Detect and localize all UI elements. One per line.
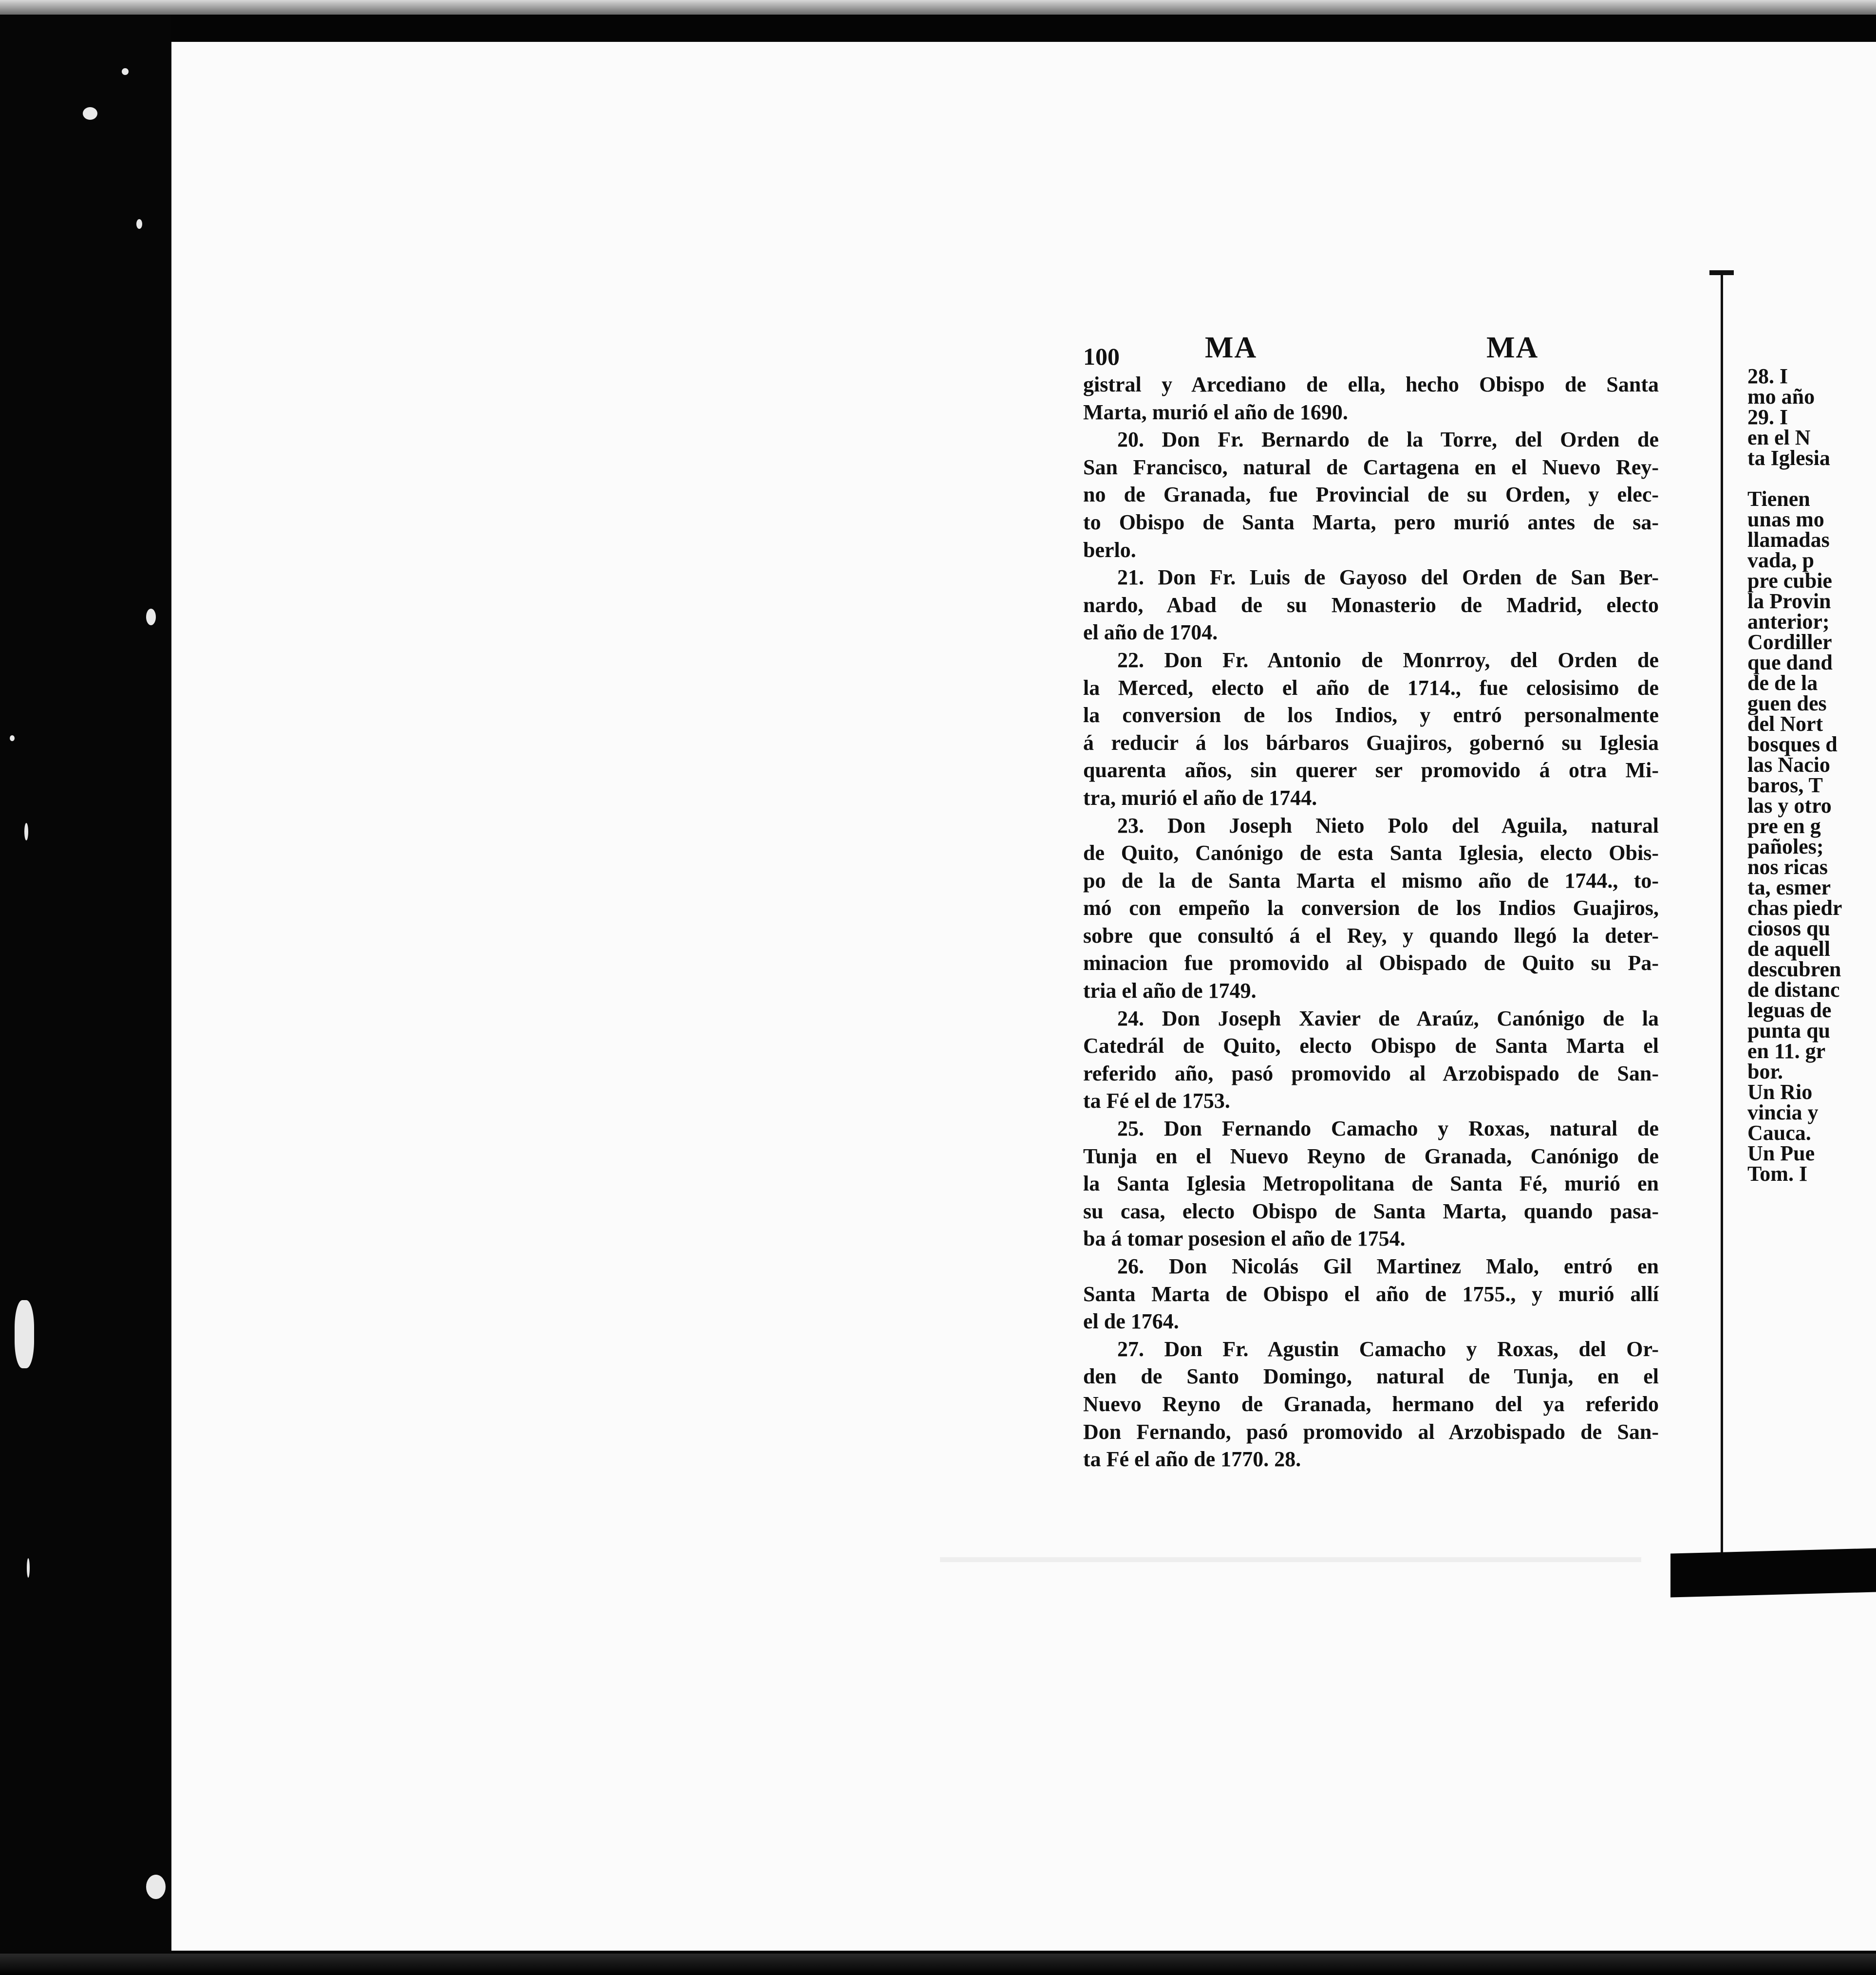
text-line: que dand — [1747, 651, 1833, 674]
text-line: de distanc — [1747, 978, 1840, 1002]
scan-speck — [27, 1558, 30, 1578]
text-line: chas piedr — [1747, 896, 1842, 920]
text-line: de aquell — [1747, 937, 1830, 961]
text-line: del Nort — [1747, 712, 1823, 736]
gutter-rule — [1721, 273, 1723, 1553]
text-line: Un Rio — [1747, 1080, 1813, 1104]
text-line: de de la — [1747, 671, 1818, 695]
text-line: 23. Don Joseph Nieto Polo del Aguila, natural — [1117, 813, 1659, 838]
text-line — [1747, 468, 1876, 489]
text-line: 24. Don Joseph Xavier de Araúz, Canónigo de la — [1117, 1006, 1659, 1030]
text-line: 21. Don Fr. Luis de Gayoso del Orden de San Ber- — [1117, 565, 1659, 590]
text-line: pañoles; — [1747, 835, 1824, 858]
text-line: ta Fé el de 1753. — [1083, 1089, 1230, 1113]
scan-speck — [10, 735, 15, 741]
binding-shadow — [1670, 1548, 1876, 1597]
text-line: su casa, electo Obispo de Santa Marta, quando pasa- — [1083, 1199, 1659, 1223]
text-line: sobre que consultó á el Rey, y quando llegó la deter- — [1083, 923, 1659, 948]
text-line: nardo, Abad de su Monasterio de Madrid, electo — [1083, 593, 1659, 617]
text-line: anterior; — [1747, 610, 1830, 633]
text-line: la conversion de los Indios, y entró personalmente — [1083, 703, 1659, 727]
text-line: bor. — [1747, 1060, 1783, 1083]
text-line: mo año — [1747, 385, 1815, 409]
left-page-text — [1083, 331, 1659, 1473]
scan-speck — [122, 68, 129, 75]
text-line: bosques d — [1747, 732, 1838, 756]
scan-speck — [136, 219, 142, 229]
text-line: ba á tomar posesion el año de 1754. — [1083, 1227, 1406, 1251]
page-shadow-edge — [940, 1557, 1641, 1562]
text-line: referido año, pasó promovido al Arzobispado de San- — [1083, 1061, 1659, 1085]
text-line: 28. I — [1747, 366, 1788, 388]
text-line: po de la de Santa Marta el mismo año de 1744., to- — [1083, 868, 1659, 893]
text-lines — [1747, 366, 1876, 1184]
running-head — [1083, 331, 1659, 371]
scan-speck — [24, 823, 28, 840]
text-line: to Obispo de Santa Marta, pero murió antes de sa- — [1083, 510, 1659, 534]
text-line: leguas de — [1747, 998, 1832, 1022]
text-line: Tom. I — [1747, 1162, 1808, 1184]
text-line: Catedrál de Quito, electo Obispo de Santa Marta el — [1083, 1034, 1659, 1058]
text-line: nos ricas — [1747, 855, 1828, 879]
text-line: Tunja en el Nuevo Reyno de Granada, Canónigo de — [1083, 1144, 1659, 1168]
right-page-text-cropped — [1747, 366, 1876, 1184]
text-line: gistral y Arcediano de ella, hecho Obispo de Santa — [1083, 373, 1659, 396]
text-line: 22. Don Fr. Antonio de Monrroy, del Orden de — [1117, 648, 1659, 672]
text-line: las y otro — [1747, 794, 1832, 818]
text-line: pre en g — [1747, 814, 1821, 838]
text-line: vincia y — [1747, 1100, 1819, 1124]
text-line: Don Fernando, pasó promovido al Arzobispado de San- — [1083, 1419, 1659, 1444]
text-line: no de Granada, fue Provincial de su Orden, y elec- — [1083, 483, 1659, 507]
text-line: 27. Don Fr. Agustin Camacho y Roxas, del Or- — [1117, 1337, 1659, 1361]
text-line: Cauca. — [1747, 1121, 1811, 1145]
running-head-right: MA — [1486, 331, 1539, 364]
text-line: llamadas — [1747, 528, 1830, 552]
text-line: ta Fé el año de 1770. 28. — [1083, 1447, 1301, 1472]
text-line: Cordiller — [1747, 630, 1832, 654]
running-head-left: MA — [1205, 331, 1257, 364]
text-line: 20. Don Fr. Bernardo de la Torre, del Orden de — [1117, 428, 1659, 452]
text-line: guen des — [1747, 691, 1827, 715]
text-line: las Nacio — [1747, 753, 1830, 777]
scan-dark-margin — [0, 15, 171, 1953]
text-line: la Santa Iglesia Metropolitana de Santa Fé, murió en — [1083, 1172, 1659, 1196]
text-line: Nuevo Reyno de Granada, hermano del ya referido — [1083, 1392, 1659, 1416]
text-lines — [1083, 371, 1659, 1473]
text-line: tria el año de 1749. — [1083, 979, 1257, 1003]
page-number: 100 — [1083, 343, 1120, 370]
text-line: quarenta años, sin querer ser promovido á otra Mi- — [1083, 758, 1659, 783]
scan-speck — [15, 1300, 34, 1368]
scan-top-edge — [0, 0, 1876, 15]
text-line: 25. Don Fernando Camacho y Roxas, natural de — [1117, 1117, 1659, 1141]
text-line: tra, murió el año de 1744. — [1083, 785, 1317, 810]
text-line: el año de 1704. — [1083, 620, 1218, 645]
text-line: mó con empeño la conversion de los Indios Guajiros, — [1083, 896, 1659, 920]
text-line: descubren — [1747, 957, 1841, 981]
text-line: en 11. gr — [1747, 1039, 1826, 1063]
text-line: el de 1764. — [1083, 1309, 1179, 1334]
text-line: la Provin — [1747, 589, 1831, 613]
text-line: Santa Marta de Obispo el año de 1755., y murió allí — [1083, 1282, 1659, 1306]
text-line: ciosos qu — [1747, 916, 1830, 940]
text-line: Marta, murió el año de 1690. — [1083, 400, 1348, 424]
text-line: 29. I — [1747, 405, 1788, 429]
scan-speck — [146, 609, 156, 625]
text-line: ta Iglesia — [1747, 446, 1830, 470]
text-line: la Merced, electo el año de 1714., fue celosisimo de — [1083, 675, 1659, 700]
text-line: baros, T — [1747, 773, 1823, 797]
text-line: minacion fue promovido al Obispado de Quito su Pa- — [1083, 951, 1659, 975]
text-line: ta, esmer — [1747, 876, 1831, 899]
text-line: unas mo — [1747, 507, 1824, 531]
scan-bottom-edge — [0, 1954, 1876, 1975]
scan-speck — [83, 107, 97, 120]
text-line: berlo. — [1083, 538, 1136, 562]
text-line: vada, p — [1747, 548, 1814, 572]
text-line: á reducir á los bárbaros Guajiros, gobernó su Iglesia — [1083, 730, 1659, 755]
text-line: Un Pue — [1747, 1141, 1815, 1165]
text-line: 26. Don Nicolás Gil Martinez Malo, entró en — [1117, 1254, 1659, 1278]
text-line: de Quito, Canónigo de esta Santa Iglesia, electo Obis- — [1083, 841, 1659, 865]
text-line: den de Santo Domingo, natural de Tunja, en el — [1083, 1364, 1659, 1389]
text-line: en el N — [1747, 426, 1811, 449]
scan-speck — [146, 1875, 166, 1899]
text-line: San Francisco, natural de Cartagena en el Nuevo Rey- — [1083, 455, 1659, 479]
text-line: punta qu — [1747, 1019, 1831, 1043]
text-line: pre cubie — [1747, 569, 1832, 593]
text-line: Tienen — [1747, 487, 1810, 511]
